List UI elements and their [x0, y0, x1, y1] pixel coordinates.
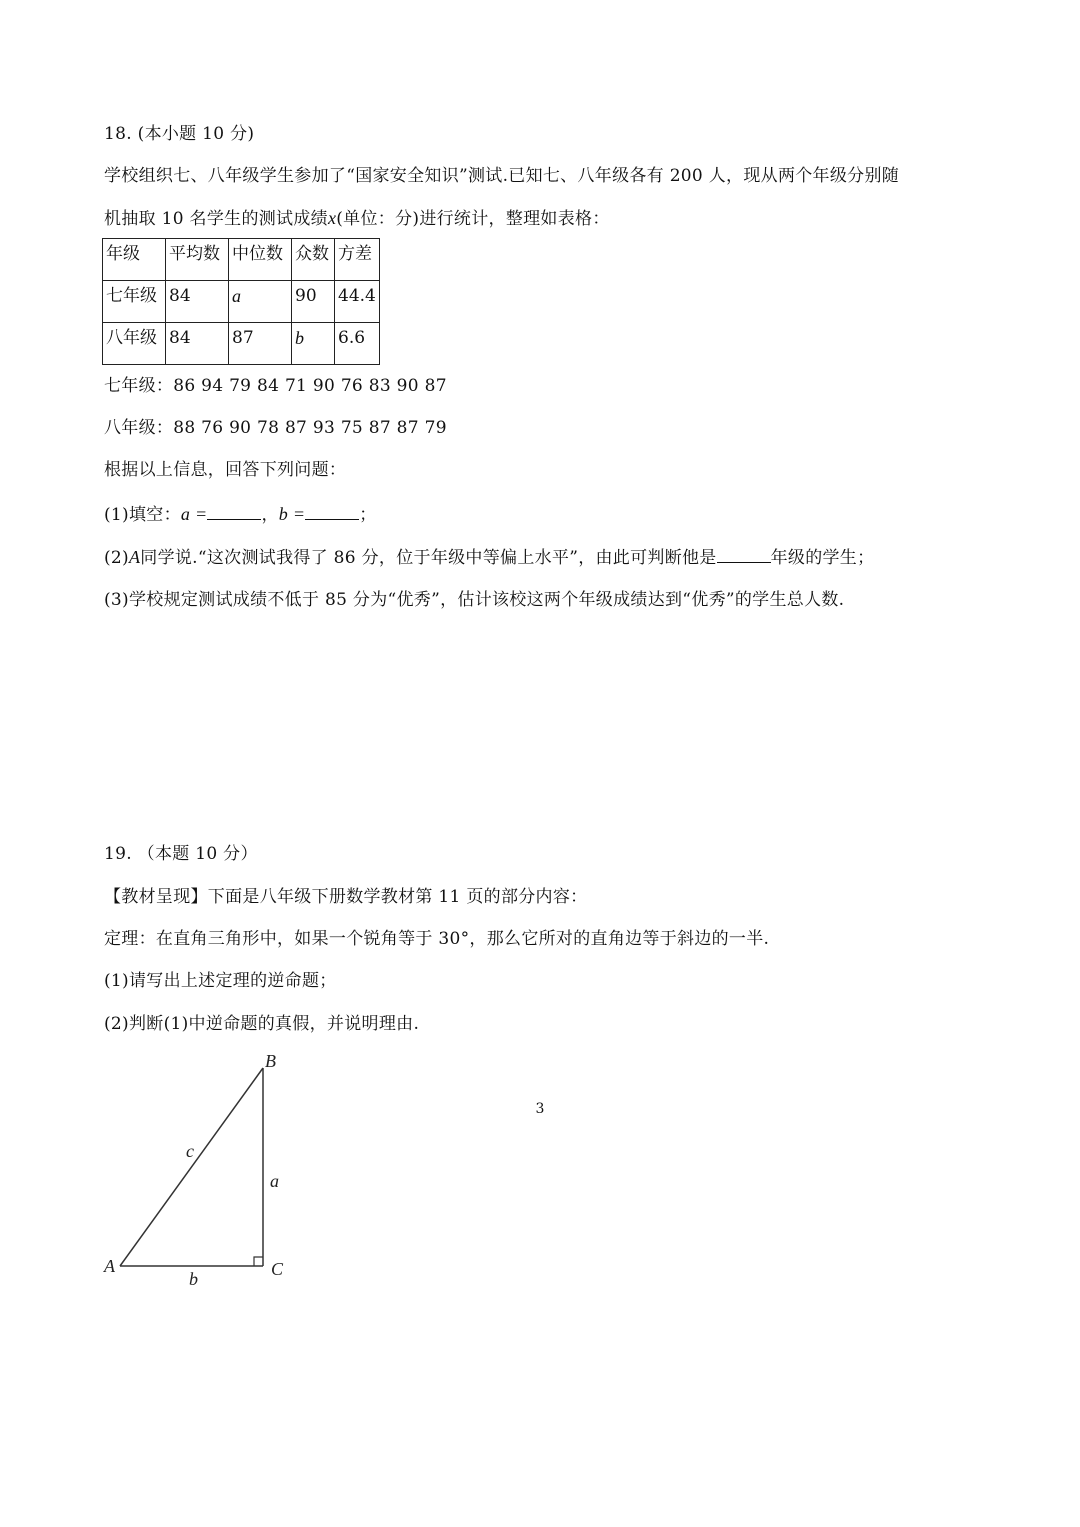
stats-table — [102, 238, 380, 365]
side-label-b: b — [189, 1269, 198, 1289]
table-header-cell: 平均数 — [166, 239, 229, 281]
q18-part2-end: 年级的学生； — [770, 548, 875, 568]
table-header-cell: 年级 — [103, 239, 166, 281]
answer-blank-grade[interactable] — [717, 548, 771, 563]
table-cell: 84 — [166, 281, 229, 323]
q18-part1-b: b = — [278, 504, 306, 524]
q19-header: 19. （本题 10 分） — [104, 844, 258, 864]
q18-part1-sep: ， — [261, 505, 279, 525]
q18-part2-prefix: (2) — [104, 548, 129, 568]
table-cell: 6.6 — [335, 323, 380, 365]
q18-header: 18. (本小题 10 分) — [104, 124, 255, 144]
q19-intro: 【教材呈现】下面是八年级下册数学教材第 11 页的部分内容： — [104, 887, 588, 907]
q18-intro-line2 — [104, 206, 610, 231]
q18-part1-end: ； — [359, 505, 377, 525]
side-label-a: a — [270, 1171, 279, 1191]
grade8-scores: 八年级：88 76 90 78 87 93 75 87 87 79 — [104, 418, 447, 438]
answer-blank-a[interactable] — [207, 505, 261, 520]
table-cell: 84 — [166, 323, 229, 365]
table-header-cell: 方差 — [335, 239, 380, 281]
table-cell: 87 — [229, 323, 292, 365]
table-cell: a — [229, 281, 292, 323]
side-label-c: c — [186, 1141, 194, 1161]
table-cell: 44.4 — [335, 281, 380, 323]
table-row — [103, 323, 380, 365]
right-angle-marker — [254, 1257, 263, 1266]
q18-intro-line2-b: (单位：分)进行统计，整理如表格： — [336, 209, 610, 229]
q18-part3: (3)学校规定测试成绩不低于 85 分为“优秀”，估计该校这两个年级成绩达到“优秀”的学生总人数. — [104, 590, 845, 610]
q19-theorem: 定理：在直角三角形中，如果一个锐角等于 30°，那么它所对的直角边等于斜边的一半. — [104, 929, 770, 949]
q18-intro-line2-a: 机抽取 10 名学生的测试成绩 — [104, 209, 328, 229]
q18-intro-var: x — [327, 208, 337, 228]
q18-part1 — [104, 502, 377, 527]
vertex-label-c: C — [271, 1259, 284, 1279]
table-cell: b — [292, 323, 335, 365]
table-cell: 90 — [292, 281, 335, 323]
q18-part1-prefix: (1)填空： — [104, 505, 181, 525]
table-header-cell: 中位数 — [229, 239, 292, 281]
table-header-row — [103, 239, 380, 281]
q19-part1: (1)请写出上述定理的逆命题； — [104, 971, 337, 991]
q19-part2: (2)判断(1)中逆命题的真假，并说明理由. — [104, 1014, 420, 1034]
table-header-cell: 众数 — [292, 239, 335, 281]
grade7-scores: 七年级：86 94 79 84 71 90 76 83 90 87 — [104, 376, 447, 396]
right-triangle-figure — [90, 1045, 310, 1290]
vertex-label-a: A — [104, 1256, 115, 1276]
q18-part2-var: A — [128, 547, 141, 567]
table-cell: 七年级 — [103, 281, 166, 323]
hypotenuse-c — [120, 1068, 263, 1266]
table-row — [103, 281, 380, 323]
q18-prompt: 根据以上信息，回答下列问题： — [104, 460, 347, 480]
q18-part2-text: 同学说.“这次测试我得了 86 分，位于年级中等偏上水平”，由此可判断他是 — [140, 548, 717, 568]
q18-intro-line1: 学校组织七、八年级学生参加了“国家安全知识”测试.已知七、八年级各有 200 人，现从两个年级分别随 — [104, 166, 900, 186]
table-cell: 八年级 — [103, 323, 166, 365]
page-number: 3 — [535, 1101, 545, 1117]
q18-part1-a: a = — [180, 504, 208, 524]
vertex-label-b: B — [265, 1051, 276, 1071]
q18-part2 — [104, 545, 874, 570]
answer-blank-b[interactable] — [305, 505, 359, 520]
